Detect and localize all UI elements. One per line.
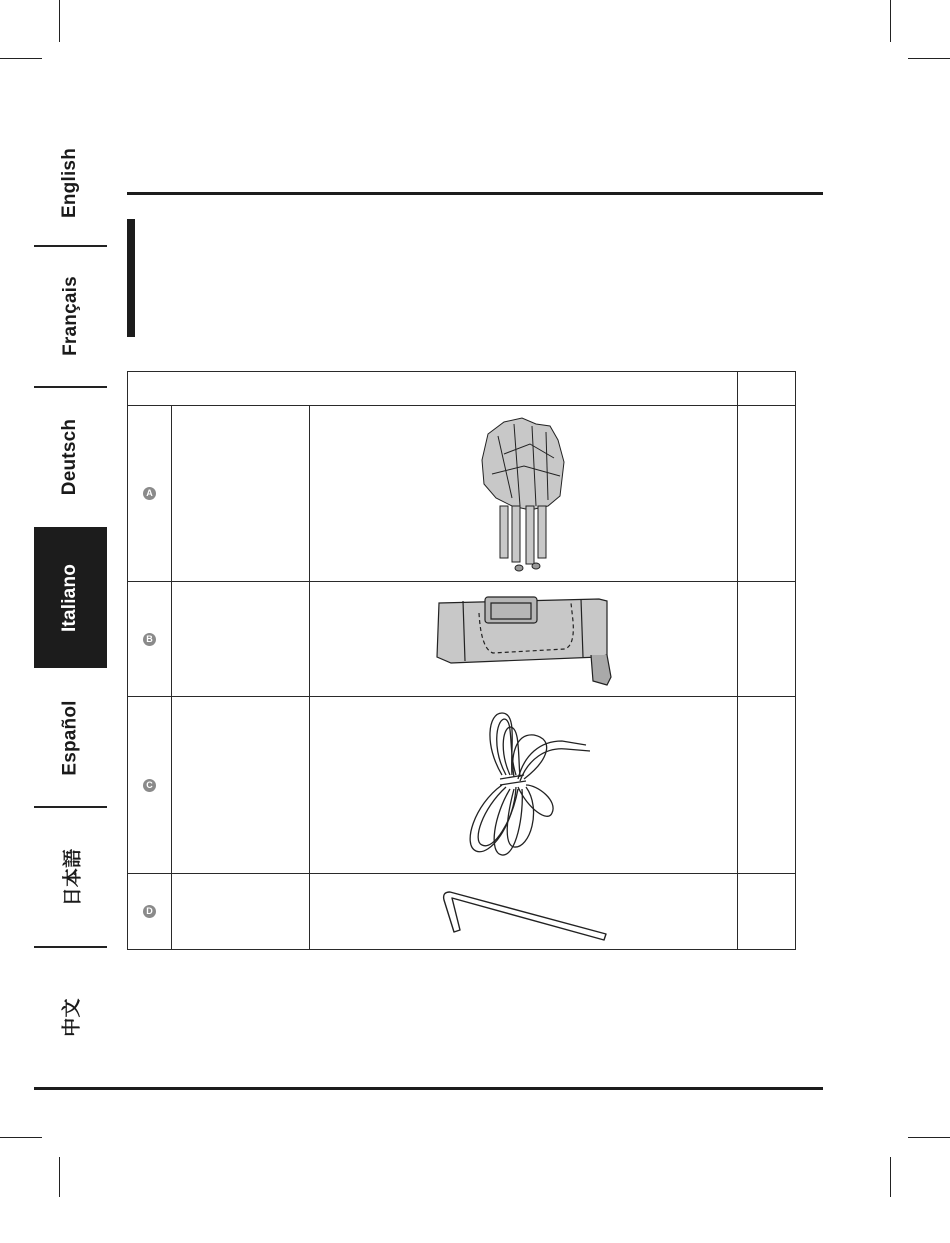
part-name-cell <box>172 874 310 950</box>
folded-canopy-icon <box>474 414 574 574</box>
crop-mark <box>908 58 950 59</box>
part-letter-badge: B <box>143 633 156 646</box>
lang-tab-espanol[interactable] <box>34 669 107 806</box>
part-qty-cell <box>738 697 796 874</box>
crop-mark <box>0 58 42 59</box>
lang-tab-label: 日本語 <box>61 848 83 906</box>
part-image-cell <box>310 406 738 582</box>
lang-tab-label: Italiano <box>59 563 81 632</box>
lang-tab-label: Français <box>59 276 81 356</box>
part-letter-cell <box>128 697 172 874</box>
parts-table <box>127 371 796 950</box>
crop-mark <box>890 0 891 42</box>
part-qty-cell <box>738 406 796 582</box>
lang-tab-label: Español <box>59 699 81 776</box>
part-letter-cell <box>128 874 172 950</box>
lang-tab-label: 中文 <box>62 997 83 1037</box>
crop-mark <box>908 1137 950 1138</box>
part-image-cell <box>310 697 738 874</box>
part-image-cell <box>310 874 738 950</box>
lang-tab-chinese[interactable] <box>34 948 107 1086</box>
table-row <box>128 697 796 874</box>
table-row <box>128 406 796 582</box>
table-row <box>128 582 796 697</box>
part-letter-cell <box>128 582 172 697</box>
coiled-rope-icon <box>454 705 594 865</box>
crop-mark <box>0 1137 42 1138</box>
lang-tab-english[interactable] <box>34 120 107 245</box>
lang-tab-label: English <box>59 147 81 218</box>
table-row <box>128 874 796 950</box>
lang-tab-deutsch[interactable] <box>34 388 107 526</box>
lang-tab-japanese[interactable] <box>34 808 107 946</box>
header-rule <box>127 192 823 195</box>
crop-mark <box>59 1157 60 1197</box>
part-letter-cell <box>128 406 172 582</box>
part-image-cell <box>310 582 738 697</box>
part-letter-badge: A <box>143 487 156 500</box>
lang-tab-francais[interactable] <box>34 247 107 385</box>
footer-rule <box>34 1087 823 1090</box>
part-name-cell <box>172 697 310 874</box>
table-header-row <box>128 372 796 406</box>
lang-tab-italiano[interactable] <box>34 527 107 668</box>
part-qty-cell <box>738 582 796 697</box>
crop-mark <box>59 0 60 42</box>
part-letter-badge: D <box>143 905 156 918</box>
part-name-cell <box>172 582 310 697</box>
header-cell-description <box>128 372 738 406</box>
lang-tab-label: Deutsch <box>59 418 81 496</box>
part-qty-cell <box>738 874 796 950</box>
part-name-cell <box>172 406 310 582</box>
stake-icon <box>436 882 612 942</box>
section-accent-bar <box>127 219 135 337</box>
crop-mark <box>890 1157 891 1197</box>
part-letter-badge: C <box>143 779 156 792</box>
header-cell-quantity <box>738 372 796 406</box>
carry-bag-icon <box>431 591 617 687</box>
